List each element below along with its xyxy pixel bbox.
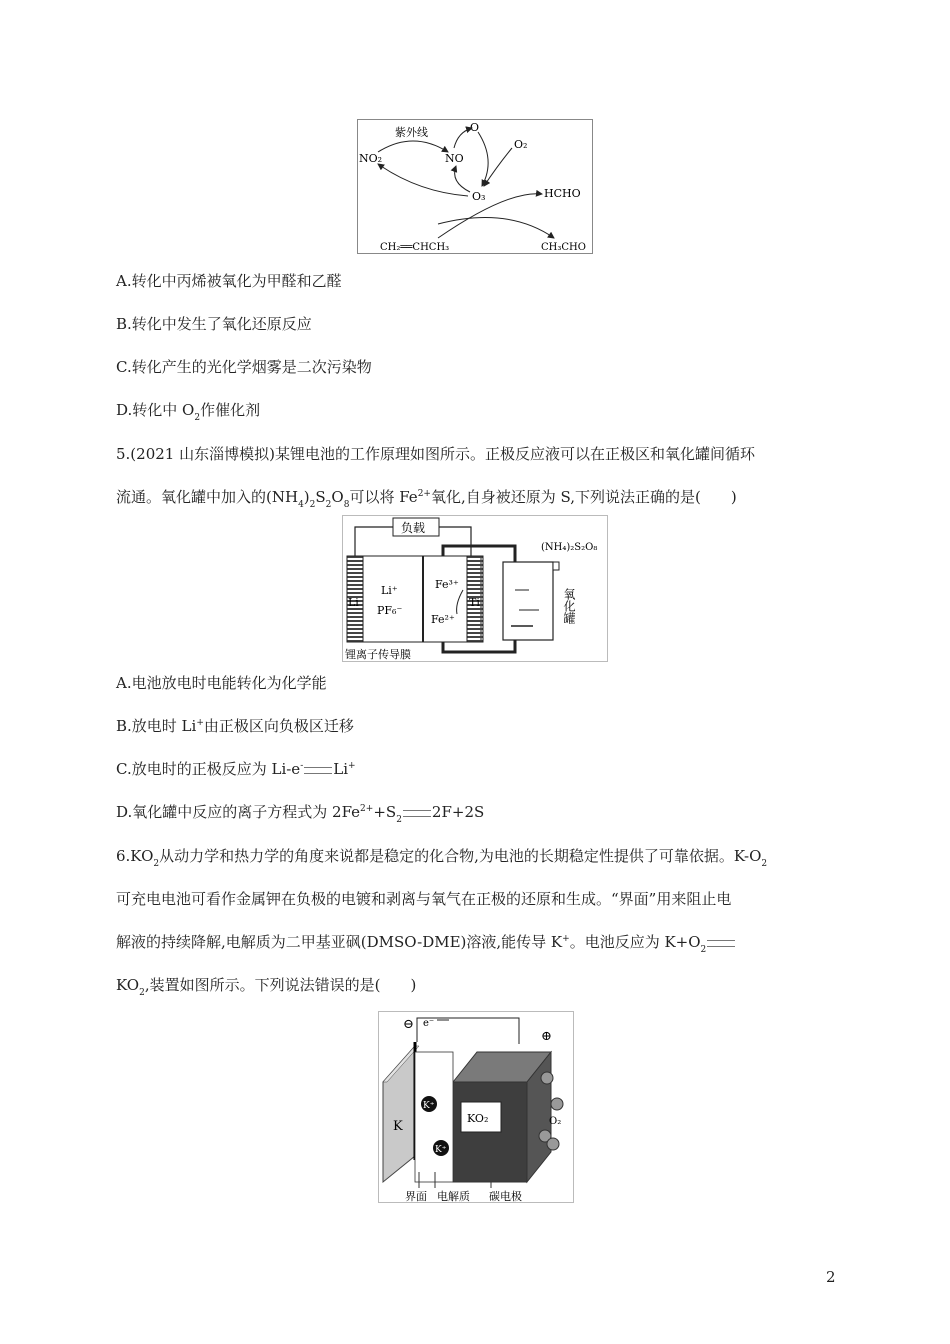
fe2-label: Fe²⁺ (431, 613, 455, 626)
lithium-battery-figure (342, 515, 608, 662)
potassium-battery-figure (378, 1011, 574, 1203)
load-label: 负载 (401, 521, 426, 535)
plus-terminal-label: ⊕ (541, 1029, 552, 1044)
q5-stem-line1: 5.(2021 山东淄博模拟)某锂电池的工作原理如图所示。正极反应液可以在正极区和氧化罐间循环 (116, 445, 755, 463)
smog-cycle-figure (357, 119, 593, 254)
k-electrode-label: K (393, 1119, 403, 1134)
k-ion-label-2: K⁺ (435, 1145, 447, 1155)
ti-electrode-label: Ti (469, 596, 480, 609)
q6-stem-line1: $6.KO_2$从动力学和热力学的角度来说都是稳定的化合物,为电池的长期稳定性提供了可靠依据。$K-O_2$ (116, 847, 768, 869)
q5-option-b: B.放电时 Li+由正极区向负极区迁移 (116, 717, 354, 735)
equals-sign (707, 940, 735, 947)
q4-option-b: B.转化中发生了氧化还原反应 (116, 315, 312, 333)
page-number: 2 (826, 1268, 836, 1286)
electrolyte-label: 电解质 (437, 1190, 470, 1202)
fe3-label: Fe³⁺ (435, 578, 459, 591)
q4-option-d: D.转化中 $O_2$作催化剂 (116, 401, 261, 423)
tank-label: 氧化罐 (562, 588, 576, 624)
carbon-electrode-label: 碳电极 (489, 1190, 522, 1202)
no-label: NO (445, 152, 464, 165)
ko2-label: KO₂ (467, 1112, 489, 1125)
no2-label: NO₂ (359, 152, 383, 165)
o3-label: O₃ (472, 190, 486, 203)
equals-sign (403, 810, 431, 817)
pf6-label: PF₆⁻ (377, 604, 403, 617)
q5-option-a: A.电池放电时电能转化为化学能 (116, 674, 327, 692)
li-electrode-label: Li (348, 596, 359, 609)
acetaldehyde-label: CH₃CHO (541, 242, 586, 253)
q5-option-c: C.放电时的正极反应为 Li-e- Li+ (116, 760, 356, 778)
q6-stem-line2: 可充电电池可看作金属钾在负极的电镀和剥离与氧气在正极的还原和生成。“界面”用来阻止电 (116, 890, 732, 908)
q5-option-d: D.氧化罐中反应的离子方程式为 $2Fe^{2+}+S_2$ 2F+2S (116, 803, 485, 825)
q4-option-c: C.转化产生的光化学烟雾是二次污染物 (116, 358, 372, 376)
equals-sign (304, 767, 332, 774)
propene-label: CH₂══CHCH₃ (380, 242, 450, 253)
o2-label: O₂ (549, 1116, 562, 1127)
minus-terminal-label: ⊖ (403, 1017, 414, 1032)
q6-stem-line4: $KO_2$,装置如图所示。下列说法错误的是( ) (116, 976, 417, 998)
q6-stem-line3: 解液的持续降解,电解质为二甲基亚砜(DMSO-DME)溶液,能传导 K+。电池反应为 $K+O_2$ (116, 932, 736, 955)
electron-label: e⁻ (423, 1018, 435, 1029)
k-ion-label-1: K⁺ (423, 1101, 435, 1111)
hcho-label: HCHO (544, 187, 581, 200)
q4-option-a: A.转化中丙烯被氧化为甲醛和乙醛 (116, 272, 342, 290)
o-label: O (470, 121, 480, 134)
reagent-label: (NH₄)₂S₂O₈ (541, 542, 598, 553)
membrane-label: 锂离子传导膜 (345, 648, 411, 661)
o2-label: O₂ (514, 138, 528, 151)
q5-stem-line2: 流通。氧化罐中加入的$(NH_4)_2S_2O_8$可以将 $Fe^{2+}$氧化,自身被还原为 S,下列说法正确的是( ) (116, 488, 737, 510)
li-ion-label: Li⁺ (381, 584, 398, 597)
interface-label: 界面 (405, 1190, 427, 1202)
uv-label: 紫外线 (395, 126, 428, 139)
